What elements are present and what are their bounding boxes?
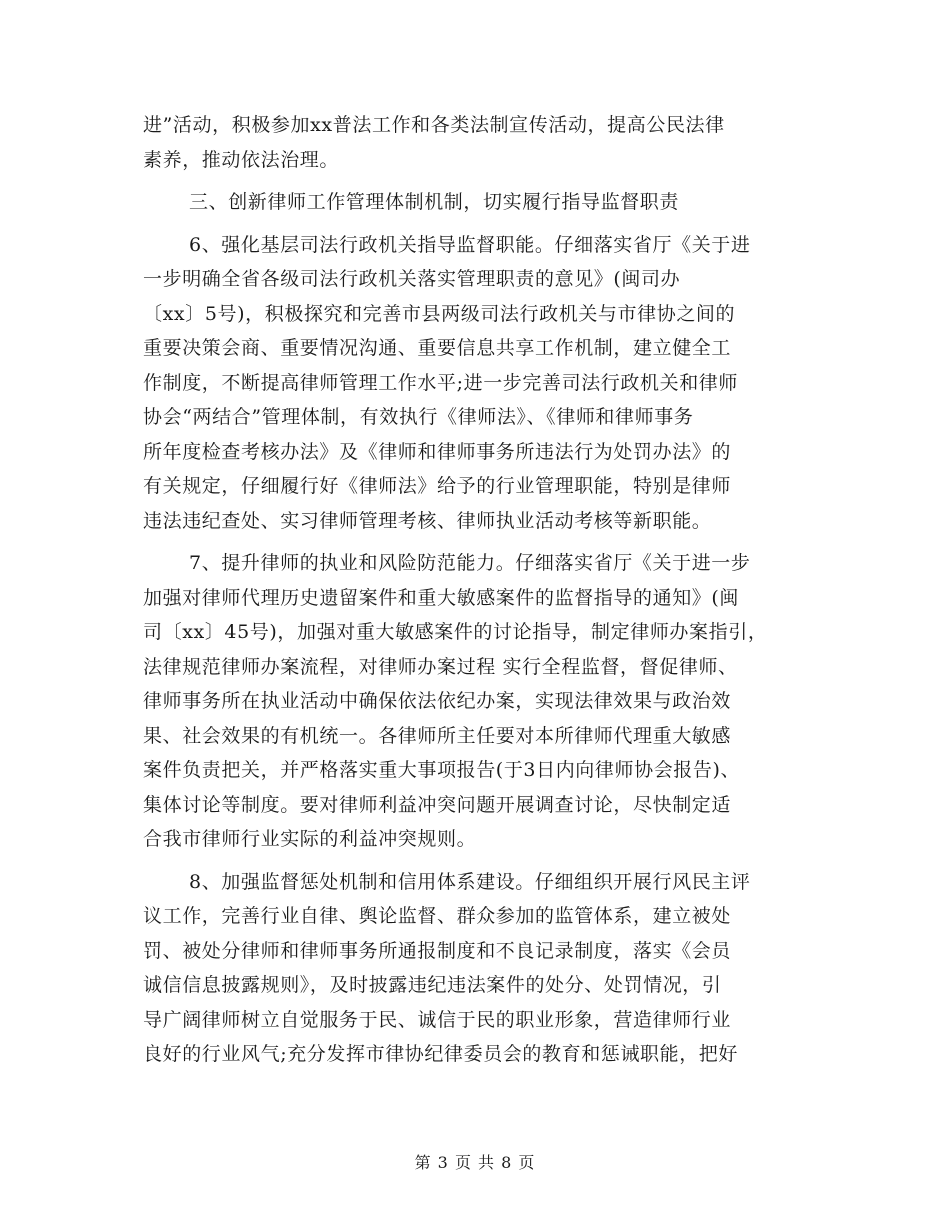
- text-line: 罚、被处分律师和律师事务所通报制度和不良记录制度，落实《会员: [143, 939, 732, 962]
- text-line: 一步明确全省各级司法行政机关落实管理职责的意见》(闽司办: [143, 268, 681, 290]
- paragraph-item-7: [143, 546, 823, 857]
- document-body: [143, 108, 823, 1072]
- section-heading: [143, 185, 823, 220]
- paragraph-item-8: [143, 865, 823, 1072]
- text-line: 司〔xx〕45号)，加强对重大敏感案件的讨论指导，制定律师办案指引，: [143, 621, 768, 643]
- text-line: 导广阔律师树立自觉服务于民、诚信于民的职业形象，营造律师行业: [143, 1008, 732, 1031]
- text-line: 有关规定，仔细履行好《律师法》给予的行业管理职能，特别是律师: [143, 475, 732, 497]
- text-line: 〔xx〕5号)，积极探究和完善市县两级司法行政机关与市律协之间的: [143, 302, 736, 325]
- paragraph-continuation: [143, 108, 823, 177]
- text-line: 果、社会效果的有机统一。各律师所主任要对本所律师代理重大敏感: [143, 724, 732, 747]
- text-line: 进”活动，积极参加xx普法工作和各类法制宣传活动，提高公民法律: [143, 114, 725, 136]
- text-line: 法律规范律师办案流程，对律师办案过程 实行全程监督，督促律师、: [143, 655, 738, 678]
- text-line: 素养，推动依法治理。: [143, 148, 340, 171]
- text-line: 协会“两结合”管理体制，有效执行《律师法》、《律师和律师事务: [143, 406, 694, 428]
- text-line: 良好的行业风气;充分发挥市律协纪律委员会的教育和惩诫职能，把好: [143, 1043, 739, 1065]
- text-line: 违法违纪查处、实习律师管理考核、律师执业活动考核等新职能。: [143, 509, 712, 532]
- page-footer: 第 3 页 共 8 页: [414, 1153, 536, 1172]
- text-line: 合我市律师行业实际的利益冲突规则。: [143, 828, 477, 850]
- text-line: 集体讨论等制度。要对律师利益冲突问题开展调查讨论，尽快制定适: [143, 793, 732, 816]
- text-line: 诚信信息披露规则》，及时披露违纪违法案件的处分、处罚情况，引: [143, 974, 722, 996]
- text-line: 加强对律师代理历史遗留案件和重大敏感案件的监督指导的通知》(闽: [143, 586, 740, 609]
- text-line: 议工作，完善行业自律、舆论监督、群众参加的监管体系，建立被处: [143, 905, 732, 927]
- text-line: 重要决策会商、重要情况沟通、重要信息共享工作机制，建立健全工: [143, 337, 732, 359]
- text-line: 8、加强监督惩处机制和信用体系建设。仔细组织开展行风民主评: [189, 870, 751, 893]
- section-heading-text: 三、创新律师工作管理体制机制，切实履行指导监督职责: [189, 191, 680, 213]
- text-line: 案件负责把关，并严格落实重大事项报告(于3日内向律师协会报告)、: [143, 759, 741, 781]
- text-line: 作制度，不断提高律师管理工作水平;进一步完善司法行政机关和律师: [143, 371, 739, 394]
- paragraph-item-6: [143, 228, 823, 539]
- text-line: 所年度检查考核办法》及《律师和律师事务所违法行为处罚办法》的: [143, 440, 732, 463]
- text-line: 6、强化基层司法行政机关指导监督职能。仔细落实省厅《关于进: [189, 233, 751, 256]
- text-line: 7、提升律师的执业和风险防范能力。仔细落实省厅《关于进一步: [189, 552, 751, 574]
- text-line: 律师事务所在执业活动中确保依法依纪办案，实现法律效果与政治效: [143, 690, 732, 712]
